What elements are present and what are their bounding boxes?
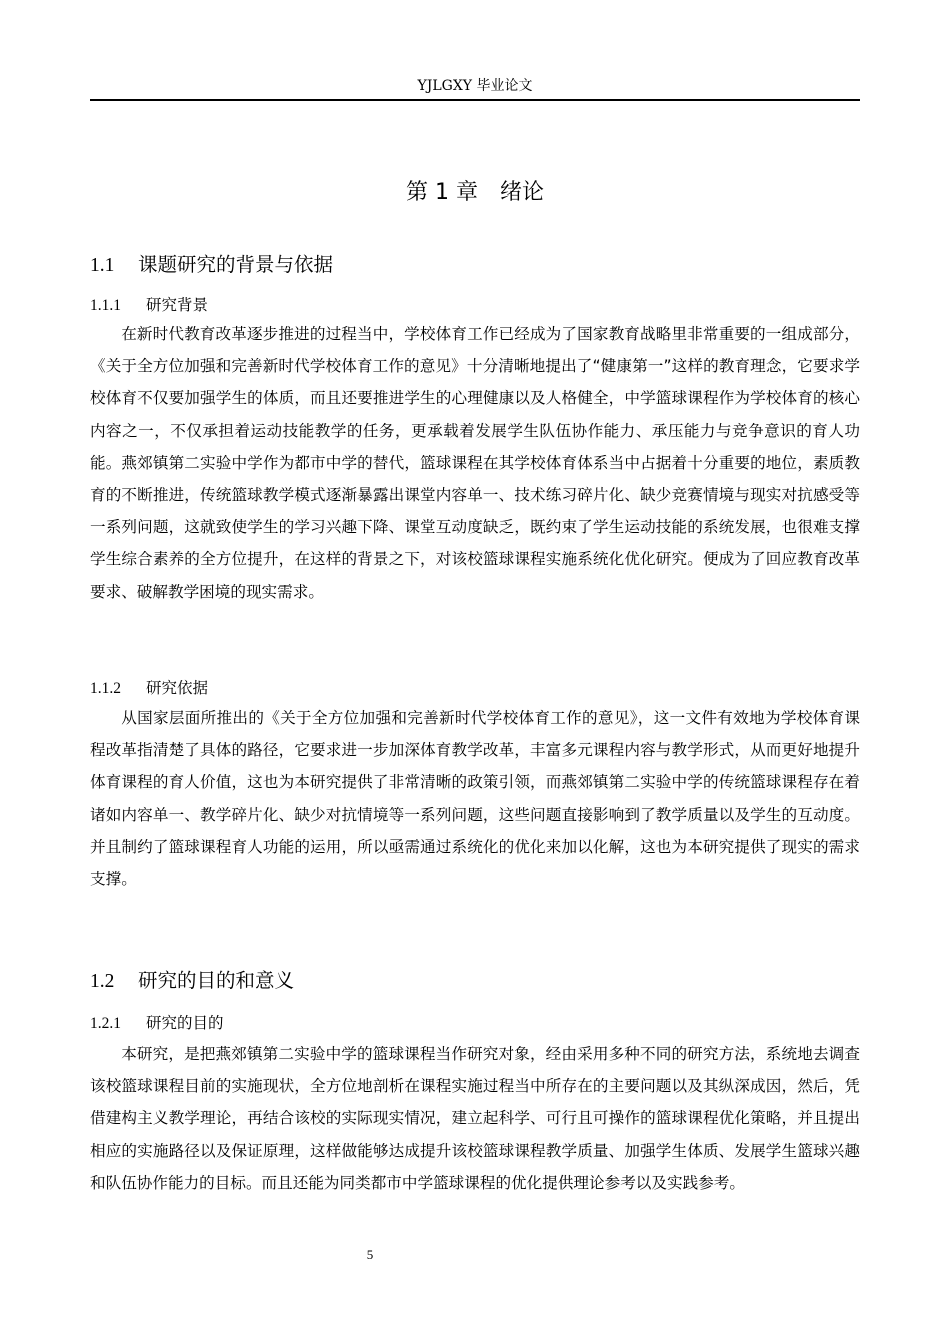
header-rule bbox=[90, 99, 860, 101]
subsection-title: 研究的目的 bbox=[146, 1014, 224, 1032]
subsection-title: 研究背景 bbox=[146, 296, 209, 314]
subsection-title: 研究依据 bbox=[146, 679, 209, 697]
section-heading-1-1 bbox=[90, 251, 333, 280]
section-heading-1-2 bbox=[90, 967, 294, 996]
subsection-number: 1.1.1 bbox=[90, 297, 121, 314]
subsection-heading-1-2-1 bbox=[90, 1012, 224, 1035]
section-number: 1.1 bbox=[90, 255, 115, 276]
chapter-title: 第 1 章 绪论 bbox=[406, 180, 544, 205]
subsection-number: 1.1.2 bbox=[90, 680, 121, 697]
section-title: 研究的目的和意义 bbox=[138, 969, 295, 992]
running-header: YJLGXY 毕业论文 bbox=[417, 78, 533, 94]
subsection-heading-1-1-2 bbox=[90, 677, 208, 700]
paragraph-research-purpose: 本研究，是把燕郊镇第二实验中学的篮球课程当作研究对象，经由采用多种不同的研究方法，系统地去调查该校篮球课程目前的实施现状，全方位地剖析在课程实施过程当中所存在的主要问题以及其纵深成因，然后，凭借建构主义教学理论，再结合该校的实际现实情况，建立起科学、可行且可操作的篮球课程优化策略，并且提出相应的实施路径以及保证原理，这样做能够达成提升该校篮球课程教学质量、加强学生体质、发展学生篮球兴趣和队伍协作能力的目标。而且还能为同类都市中学篮球课程的优化提供理论参考以及实践参考。 bbox=[90, 1045, 860, 1192]
subsection-number: 1.2.1 bbox=[90, 1015, 121, 1032]
paragraph-research-background: 在新时代教育改革逐步推进的过程当中，学校体育工作已经成为了国家教育战略里非常重要的一组成部分，《关于全方位加强和完善新时代学校体育工作的意见》十分清晰地提出了“健康第一”这样的教育理念，它要求学校体育不仅要加强学生的体质，而且还要推进学生的心理健康以及人格健全，中学篮球课程作为学校体育的核心内容之一，不仅承担着运动技能教学的任务，更承载着发展学生队伍协作能力、承压能力与竞争意识的育人功能。燕郊镇第二实验中学作为都市中学的替代，篮球课程在其学校体育体系当中占据着十分重要的地位，素质教育的不断推进，传统篮球教学模式逐渐暴露出课堂内容单一、技术练习碎片化、缺少竞赛情境与现实对抗感受等一系列问题，这就致使学生的学习兴趣下降、课堂互动度缺乏，既约束了学生运动技能的系统发展，也很难支撑学生综合素养的全方位提升，在这样的背景之下，对该校篮球课程实施系统化优化研究。便成为了回应教育改革要求、破解教学困境的现实需求。 bbox=[90, 325, 860, 601]
section-title: 课题研究的背景与依据 bbox=[138, 253, 334, 276]
paragraph-research-basis: 从国家层面所推出的《关于全方位加强和完善新时代学校体育工作的意见》，这一文件有效地为学校体育课程改革指清楚了具体的路径，它要求进一步加深体育教学改革，丰富多元课程内容与教学形式，从而更好地提升体育课程的育人价值，这也为本研究提供了非常清晰的政策引领，而燕郊镇第二实验中学的传统篮球课程存在着诸如内容单一、教学碎片化、缺少对抗情境等一系列问题，这些问题直接影响到了教学质量以及学生的互动度。并且制约了篮球课程育人功能的运用，所以亟需通过系统化的优化来加以化解，这也为本研究提供了现实的需求支撑。 bbox=[90, 709, 860, 889]
section-number: 1.2 bbox=[90, 971, 115, 992]
page-number: 5 bbox=[366, 1247, 374, 1262]
subsection-heading-1-1-1 bbox=[90, 294, 208, 317]
